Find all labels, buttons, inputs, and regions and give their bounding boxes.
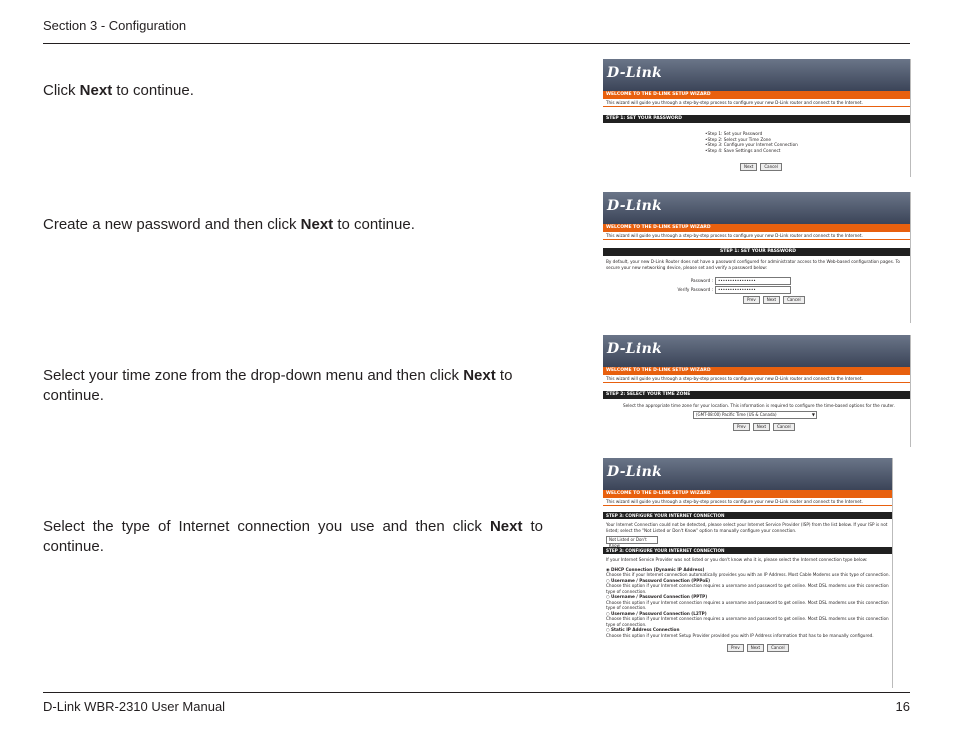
wizard-screenshot-2	[603, 192, 911, 323]
prev-button[interactable]: Prev	[733, 423, 750, 431]
header-rule	[43, 43, 910, 44]
welcome-desc: This wizard will guide you through a step-by-step process to configure your new D-Link router and connect to the Internet.	[603, 498, 892, 506]
next-button[interactable]: Next	[740, 163, 757, 171]
welcome-bar: WELCOME TO THE D-LINK SETUP WIZARD	[603, 91, 910, 99]
section-header: Section 3 - Configuration	[43, 18, 187, 33]
dlink-logo: D-Link	[607, 464, 663, 480]
page-number: 16	[895, 699, 910, 714]
prev-button[interactable]: Prev	[727, 644, 744, 652]
timezone-select[interactable]	[693, 411, 817, 419]
step-bar: STEP 2: SELECT YOUR TIME ZONE	[603, 391, 910, 399]
password-input[interactable]: ••••••••••••••••	[715, 277, 791, 285]
welcome-bar: WELCOME TO THE D-LINK SETUP WIZARD	[603, 490, 892, 498]
radio-icon[interactable]: ○	[606, 610, 610, 616]
instruction-3: Select your time zone from the drop-down menu and then click Next to continue.	[43, 367, 513, 404]
instruction-2: Create a new password and then click Next to continue.	[43, 216, 415, 233]
next-button[interactable]: Next	[753, 423, 770, 431]
wizard-screenshot-1	[603, 59, 911, 177]
connection-option[interactable]: ○ Static IP Address Connection Choose this option if your Internet Setup Provider provided you with IP Address information that has to be manually configured.	[606, 627, 874, 638]
cancel-button[interactable]: Cancel	[783, 296, 805, 304]
welcome-bar: WELCOME TO THE D-LINK SETUP WIZARD	[603, 224, 910, 232]
step-item: • Step 1: Set your Password	[705, 131, 798, 137]
timezone-text: Select the appropriate time zone for your location. This information is required to configure the time-based options for the router.	[623, 403, 895, 408]
step-bar: STEP 1: SET YOUR PASSWORD	[603, 115, 910, 123]
welcome-desc: This wizard will guide you through a step-by-step process to configure your new D-Link router and connect to the Internet.	[603, 99, 910, 107]
welcome-desc: This wizard will guide you through a step-by-step process to configure your new D-Link router and connect to the Internet.	[603, 232, 910, 240]
dlink-banner	[603, 335, 910, 367]
dlink-logo: D-Link	[607, 341, 663, 357]
connection-type-text: If your Internet Service Provider was not listed or you don't know who it is, please select the Internet connection type below:	[606, 557, 868, 562]
next-button[interactable]: Next	[763, 296, 780, 304]
prev-button[interactable]: Prev	[743, 296, 760, 304]
step-bar: STEP 3: CONFIGURE YOUR INTERNET CONNECTION	[603, 547, 892, 554]
dlink-logo: D-Link	[607, 198, 663, 214]
cancel-button[interactable]: Cancel	[767, 644, 789, 652]
step-bar: STEP 1: SET YOUR PASSWORD	[603, 248, 910, 256]
connection-option[interactable]: ○ Username / Password Connection (PPPoE) Choose this option if your Internet connection requires a username and password to get online. Most DSL modems use this connection type of connection.	[606, 577, 889, 594]
verify-password-label: Verify Password :	[677, 287, 713, 292]
isp-value: Not Listed or Don't Know	[609, 537, 647, 548]
wizard-screenshot-3	[603, 335, 911, 447]
welcome-bar: WELCOME TO THE D-LINK SETUP WIZARD	[603, 367, 910, 375]
dlink-logo: D-Link	[607, 65, 663, 81]
welcome-desc: This wizard will guide you through a step-by-step process to configure your new D-Link router and connect to the Internet.	[603, 375, 910, 383]
radio-icon[interactable]: ○	[606, 627, 610, 632]
next-button[interactable]: Next	[747, 644, 764, 652]
cancel-button[interactable]: Cancel	[773, 423, 795, 431]
isp-select[interactable]	[606, 536, 658, 548]
step-item: • Step 4: Save Settings and Connect	[705, 148, 798, 154]
cancel-button[interactable]: Cancel	[760, 163, 782, 171]
footer-rule	[43, 692, 910, 693]
isp-text: Your Internet Connection could not be detected, please select your Internet Service Provider (ISP) from the list below. If your ISP is not listed; select the "Not Listed or Don't Know" option to manually configure your connection.	[606, 522, 888, 533]
manual-title: D-Link WBR-2310 User Manual	[43, 699, 226, 714]
instruction-1: Click Next to continue.	[43, 82, 194, 99]
radio-icon[interactable]: ○	[606, 594, 610, 599]
radio-selected-icon[interactable]: ◉	[606, 566, 610, 572]
connection-option[interactable]: ◉ DHCP Connection (Dynamic IP Address) Choose this if your Internet connection automatically provides you with an IP Address. Most Cable Modems use this type of connection.	[606, 566, 890, 577]
timezone-value: (GMT-08:00) Pacific Time (US & Canada)	[696, 412, 777, 417]
wizard-screenshot-4	[603, 458, 893, 688]
instruction-4: Select the type of Internet connection you use and then click Next to continue.	[43, 518, 543, 555]
password-text: By default, your new D-Link Router does not have a password configured for administrator access to the Web-based configuration pages. To secure your new networking device, please set and verify a password below:	[606, 259, 900, 270]
step-item: • Step 2: Select your Time Zone	[705, 137, 798, 143]
steps-list	[705, 131, 798, 153]
chevron-down-icon: ▼	[811, 412, 815, 417]
dlink-banner	[603, 192, 910, 224]
step-bar: STEP 3: CONFIGURE YOUR INTERNET CONNECTION	[603, 512, 892, 519]
connection-option[interactable]: ○ Username / Password Connection (PPTP) Choose this option if your Internet connection requires a username and password to get online. Most DSL modems use this connection type of connection.	[606, 594, 889, 610]
radio-icon[interactable]: ○	[606, 577, 610, 583]
dlink-banner	[603, 59, 910, 91]
password-label: Password :	[690, 278, 713, 283]
dlink-banner	[603, 458, 892, 490]
connection-option[interactable]: ○ Username / Password Connection (L2TP) Choose this option if your Internet connection requires a username and password to get online. Most DSL modems use this connection type of connection.	[606, 610, 889, 627]
step-item: • Step 3: Configure your Internet Connection	[705, 142, 798, 148]
verify-password-input[interactable]: ••••••••••••••••	[715, 286, 791, 294]
